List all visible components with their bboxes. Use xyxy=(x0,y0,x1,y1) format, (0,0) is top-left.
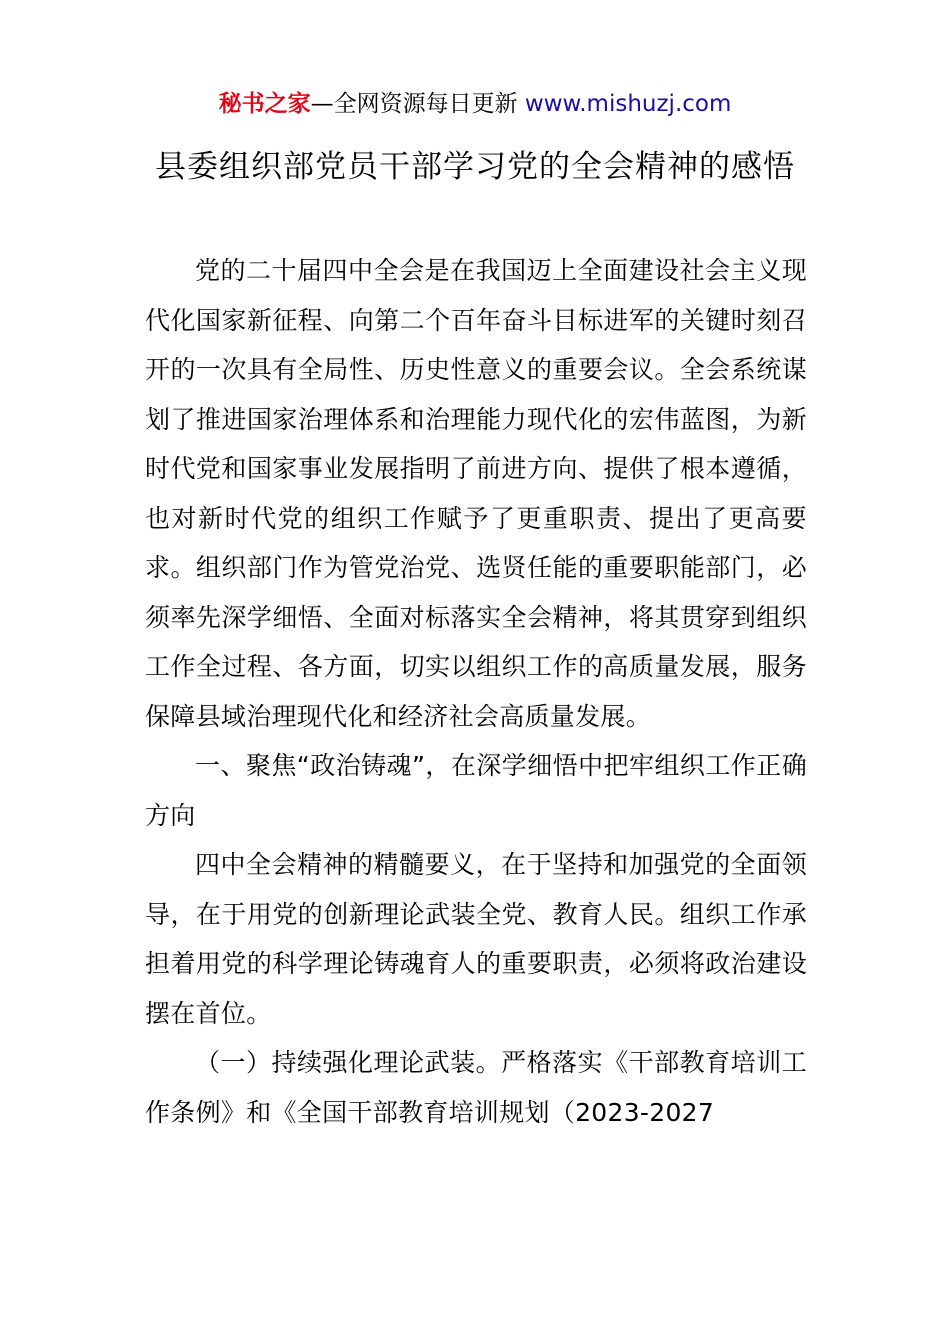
section-heading: 一、聚焦“政治铸魂”，在深学细悟中把牢组织工作正确方向 xyxy=(145,751,807,830)
subsection-paragraph: （一）持续强化理论武装。严格落实《干部教育培训工作条例》和《全国干部教育培训规划（2023-2027 xyxy=(145,1048,807,1127)
document-body xyxy=(145,246,807,1137)
site-tagline: —全网资源每日更新 xyxy=(310,91,525,117)
site-url-link[interactable]: www.mishuzj.com xyxy=(524,91,732,117)
intro-paragraph: 党的二十届四中全会是在我国迈上全面建设社会主义现代化国家新征程、向第二个百年奋斗目标进军的关键时刻召开的一次具有全局性、历史性意义的重要会议。全会系统谋划了推进国家治理体系和治理能力现代化的宏伟蓝图，为新时代党和国家事业发展指明了前进方向、提供了根本遵循，也对新时代党的组织工作赋予了更重职责、提出了更高要求。组织部门作为管党治党、选贤任能的重要职能部门，必须率先深学细悟、全面对标落实全会精神，将其贯穿到组织工作全过程、各方面，切实以组织工作的高质量发展，服务保障县域治理现代化和经济社会高质量发展。 xyxy=(145,256,807,731)
document-title: 县委组织部党员干部学习党的全会精神的感悟 xyxy=(155,149,795,185)
body-paragraph: 四中全会精神的精髓要义，在于坚持和加强党的全面领导，在于用党的创新理论武装全党、教育人民。组织工作承担着用党的科学理论铸魂育人的重要职责，必须将政治建设摆在首位。 xyxy=(145,850,807,1028)
site-header xyxy=(0,88,950,120)
site-brand: 秘书之家 xyxy=(218,91,311,117)
